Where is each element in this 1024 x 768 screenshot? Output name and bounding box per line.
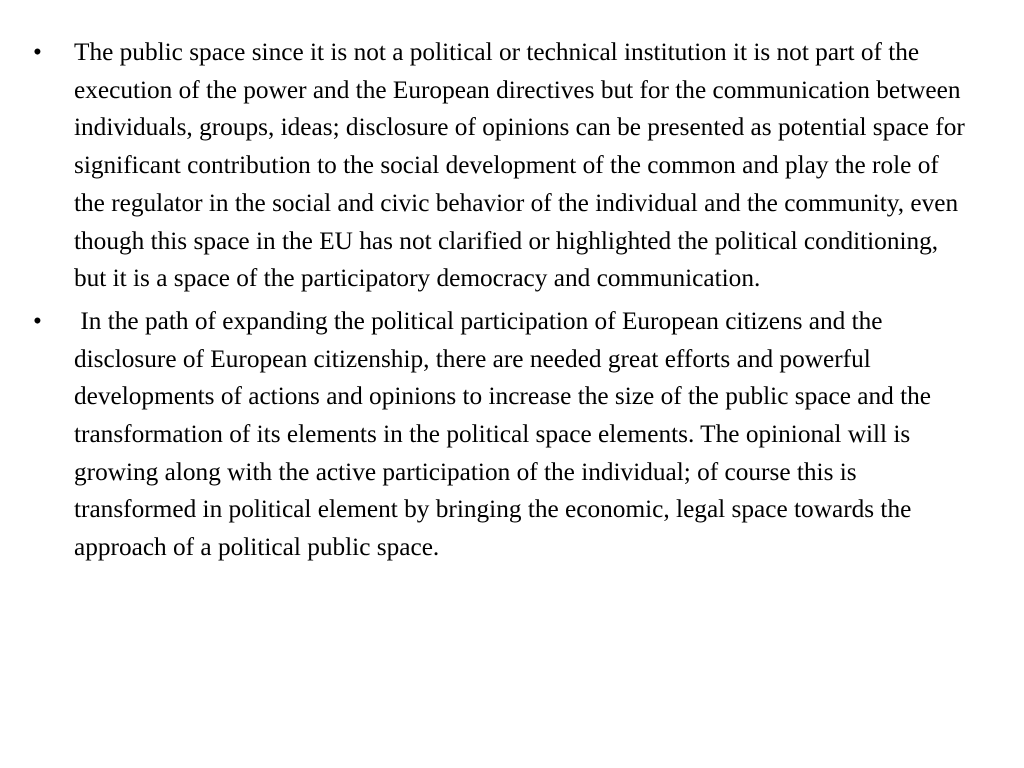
bullet-list — [30, 34, 970, 572]
bullet-icon: • — [33, 306, 42, 335]
bullet-text-2: In the path of expanding the political participation of European citizens and the disclosure of European citizenship, there are needed great efforts and powerful developments of actions and opinions to increase the size of the public space and the transformation of its elements in the political space elements. The opinional will is growing along with the active participation of the individual; of course this is transformed in political element by bringing the economic, legal space towards the approach of a political public space. — [74, 306, 938, 562]
bullet-text-1: The public space since it is not a political or technical institution it is not part of the execution of the power and the European directives but for the communication between individuals, groups, ideas; disclosure of opinions can be presented as potential space for significant contribution to the social development of the common and play the role of the regulator in the social and civic behavior of the individual and the community, even though this space in the EU has not clarified or highlighted the political conditioning, but it is a space of the participatory democracy and communication. — [74, 38, 972, 293]
bullet-item-2 — [30, 303, 970, 567]
bullet-icon: • — [33, 38, 42, 66]
bullet-item-1 — [30, 34, 970, 298]
